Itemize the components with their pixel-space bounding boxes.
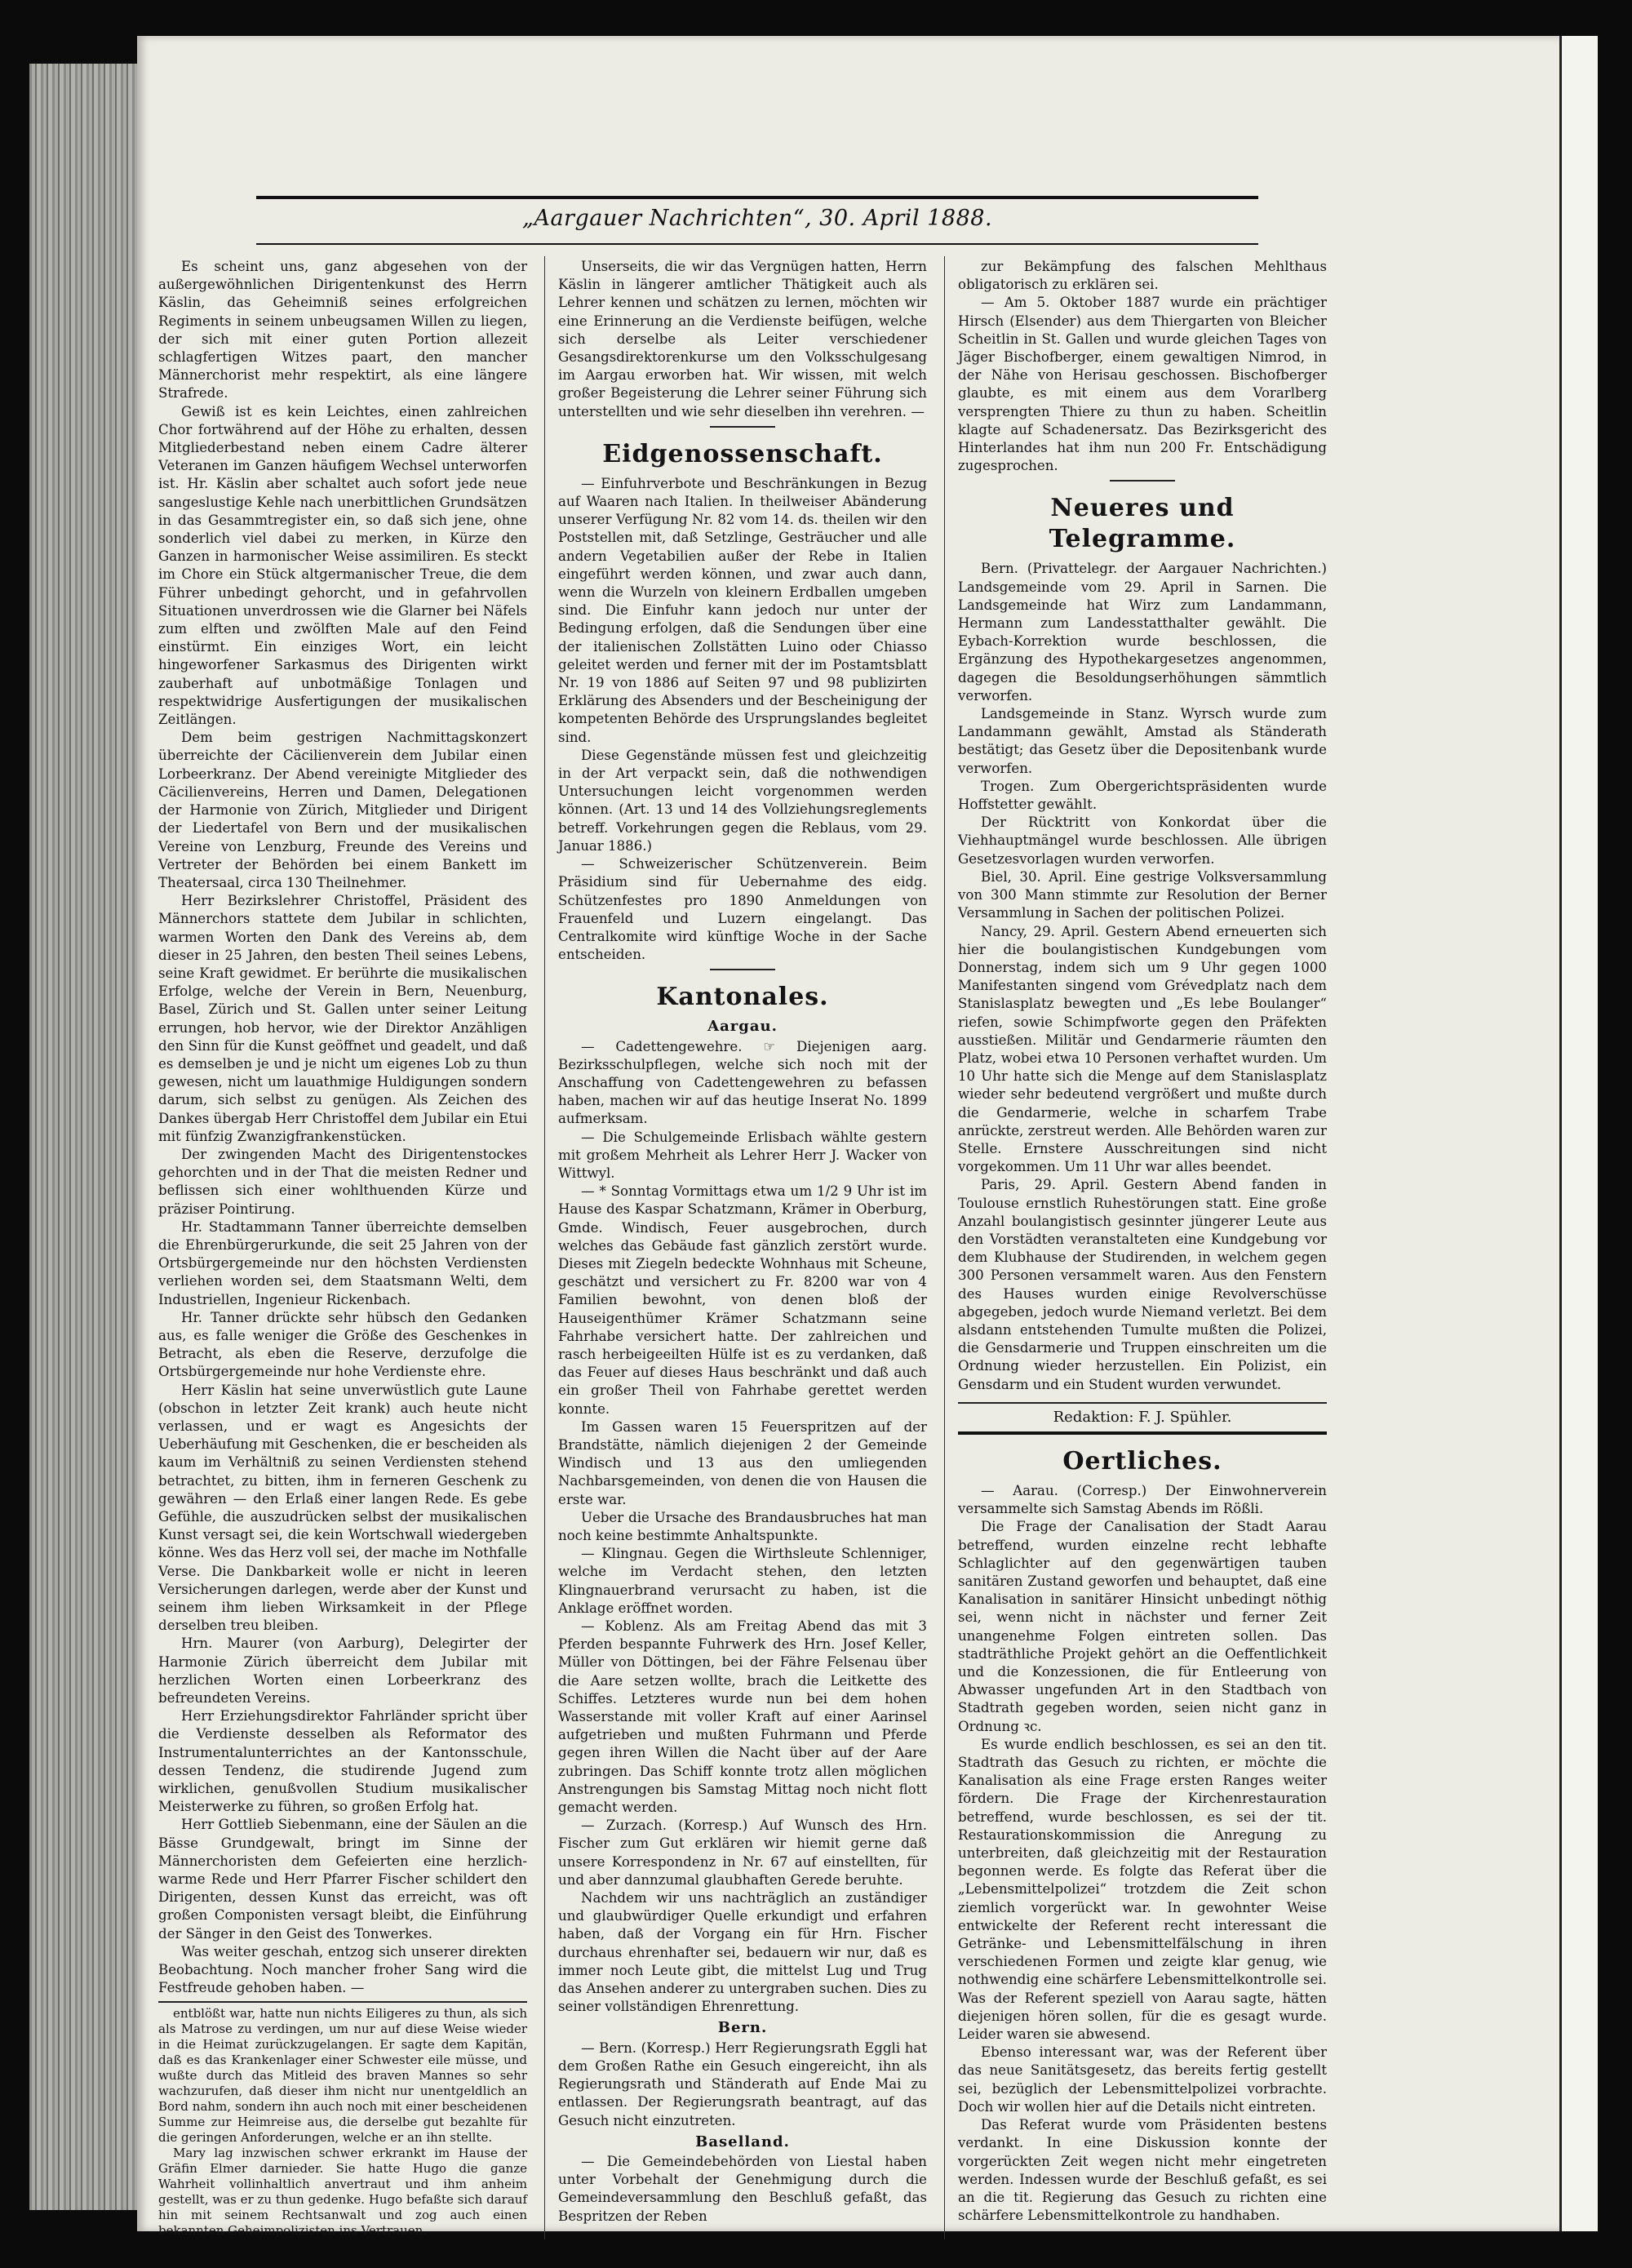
paragraph: — Koblenz. Als am Freitag Abend das mit 3 Pferden bespannte Fuhrwerk des Hrn. Josef Keller, Müller von Döttingen, bei der Fähre Felsenau über die Aare setzen wollte, brach die Leitkette des Schiffes. Letzteres wurde nun bei dem hohen Wasserstande mit voller Kraft auf einer Aarinsel aufgetrieben und mußten Fuhrmann und Pferde gegen ihren Willen die Nacht über auf der Aare zubringen. Das Schiff konnte trotz allen möglichen Anstrengungen bis Samstag Mittag noch nicht flott gemacht werden. xyxy=(558,1618,927,1816)
paragraph: Gewiß ist es kein Leichtes, einen zahlreichen Chor fortwährend auf der Höhe zu erhalten, dessen Mitgliederbestand neben einem Cadre älterer Veteranen im Ganzen häufigem Wechsel unterworfen ist. Hr. Käslin aber schaltet auch sofort jede neue sangeslustige Kehle nach unerbittlichen Grundsätzen in das Gesammtregister ein, so daß sich jene, ohne sonderlich viel dabei zu merken, in Kürze den Ganzen in harmonischer Weise assimiliren. Es steckt im Chore ein Stück altgermanischer Treue, die dem Führer unbedingt gehorcht, und in gefahrvollen Situationen unverdrossen wie die Glarner bei Näfels zum elften und zwölften Male auf den Feind einstürmt. Ein einziges Wort, ein leicht hingeworfener Sarkasmus des Dirigenten wirkt zauberhaft auf unbotmäßige Tonlagen und respektwidrige Ausfertigungen der musikalischen Zeitlängen. xyxy=(158,403,527,728)
paragraph: Dem beim gestrigen Nachmittagskonzert überreichte der Cäcilienverein dem Jubilar einen Lorbeerkranz. Der Abend vereinigte Mitglieder des Cäcilienvereins, Herren und Damen, Delegationen der Harmonie von Zürich, Mitglieder und Dirigent der Liedertafel von Bern und der musikalischen Vereine von Lenzburg, Freunde des Vereins und Vertreter der Behörden bei einem Bankett im Theatersaal, circa 130 Theilnehmer. xyxy=(158,730,527,890)
paragraph: Es wurde endlich beschlossen, es sei an den tit. Stadtrath das Gesuch zu richten, er möchte die Kanalisation als eine Frage ersten Ranges weiter fördern. Die Frage der Kirchenrestauration betreffend, wurde beschlossen, es sei der tit. Restaurationskommission die Anregung zu unterbreiten, daß gleichzeitig mit der Restauration begonnen werde. Es folgte das Referat über die „Lebensmittelpolizei“ trotzdem die Zeit schon ziemlich vorgerückt war. In gewohnter Weise entwickelte der Referent recht interessant die Getränke- und Lebensmittelfälschung in ihren verschiedenen Formen und zeigte klar genug, wie nothwendig eine schärfere Lebensmittelkontrolle sei. Was der Referent speziell von Aarau sagte, hätten diejenigen hören sollen, für die es gesagt wurde. Leider waren sie abwesend. xyxy=(958,1736,1327,2043)
paragraph: Herr Bezirkslehrer Christoffel, Präsident des Männerchors stattete dem Jubilar in schlichten, warmen Worten den Dank des Vereins ab, dem dieser in 25 Jahren, den besten Theil seines Lebens, seine Kraft gewidmet. Er berührte die musikalischen Erfolge, welche der Verein in Bern, Neuenburg, Basel, Zürich und St. Gallen unter seiner Leitung errungen, hob hervor, wie der Direktor Anzähligen den Sinn für die Kunst geöffnet und geadelt, und daß es demselben je und je nicht um eigenes Lob zu thun gewesen, nicht um lauathmige Huldigungen sondern darum, sich selbst zu genügen. Als Zeichen des Dankes übergab Herr Christoffel dem Jubilar ein Etui mit fünfzig Zwanzigfrankenstücken. xyxy=(158,893,527,1144)
paragraph: Hr. Tanner drückte sehr hübsch den Gedanken aus, es falle weniger die Größe des Geschenkes in Betracht, als eben die Reserve, derzufolge die Ortsbürgergemeinde nur hohe Verdienste ehre. xyxy=(158,1309,527,1380)
paragraph: Paris, 29. April. Gestern Abend fanden in Toulouse ernstlich Ruhestörungen statt. Eine große Anzahl boulangistisch gesinnter jüngerer Leute aus den Vorstädten veranstalteten eine Kundgebung vor dem Klubhause der Studirenden, in welchem gegen 300 Personen versammelt waren. Aus den Fenstern des Hauses wurden einige Revolverschüsse abgegeben, jedoch wurde Niemand verletzt. Bei dem alsdann entstehenden Tumulte mußten die Polizei, die Gensdarmerie und Truppen einschreiten um die Ordnung wieder herzustellen. Ein Polizist, ein Gensdarm und ein Student wurden verwundet. xyxy=(958,1177,1327,1392)
paragraph: Das Referat wurde vom Präsidenten bestens verdankt. In eine Diskussion konnte der vorgerückten Zeit wegen nicht mehr eingetreten werden. Indessen wurde der Beschluß gefaßt, es sei an die tit. Regierung das Gesuch zu richten eine schärfere Lebensmittelkontrole zu handhaben. xyxy=(958,2117,1327,2224)
paragraph: — Einfuhrverbote und Beschränkungen in Bezug auf Waaren nach Italien. In theilweiser Abänderung unserer Verfügung Nr. 82 vom 14. ds. theilen wir den Poststellen mit, daß Setzlinge, Gesträucher und alle andern Vegetabilien außer der Rebe in Italien eingeführt werden können, und zwar auch dann, wenn die Wurzeln von kleinern Erdballen umgeben sind. Die Einfuhr kann jedoch nur unter der Bedingung erfolgen, daß die Sendungen über eine der italienischen Zollstätten Luino oder Chiasso geleitet werden und ferner mit der im Postamtsblatt Nr. 19 von 1886 auf Seiten 97 und 98 publizirten Erklärung des Absenders und der Bescheinigung der kompetenten Behörde des Ursprungslandes begleitet sind. xyxy=(558,475,927,745)
paragraph: Hr. Stadtammann Tanner überreichte demselben die Ehrenbürgerurkunde, die seit 25 Jahren von der Ortsbürgergemeinde nur den höchsten Verdiensten verliehen worden sei, dem Staatsmann Welti, dem Industriellen, Ingenieur Rickenbach. xyxy=(158,1218,527,1307)
feuilleton-paragraph: Mary lag inzwischen schwer erkrankt im Hause der Gräfin Elmer darnieder. Sie hatte Hugo die ganze Wahrheit vollinhaltlich anvertraut und ihm anheim gestellt, was er zu thun gedenke. Hugo befaßte sich darauf hin mit seinem Rechtsanwalt und zog auch einen bekannten Geheimpolizisten ins Vertrauen. xyxy=(158,2145,527,2238)
paragraph: Herr Erziehungsdirektor Fahrländer spricht über die Verdienste desselben als Reformator des Instrumentalunterrichtes an der Kantonsschule, dessen Tendenz, die studirende Jugend zum wirklichen, genußvollen Studium musikalischer Meisterwerke zu führen, so großen Erfolg hat. xyxy=(158,1708,527,1815)
paragraph: — Klingnau. Gegen die Wirthsleute Schlenniger, welche im Verdacht stehen, den letzten Klingnauerbrand verursacht zu haben, ist die Anklage eröffnet worden. xyxy=(558,1546,927,1616)
paragraph: Biel, 30. April. Eine gestrige Volksversammlung von 300 Mann stimmte zur Resolution der Berner Versammlung in Sachen der politischen Polizei. xyxy=(958,868,1327,921)
header-rule-top xyxy=(256,196,1258,199)
paragraph: Bern. (Privattelegr. der Aargauer Nachrichten.) Landsgemeinde vom 29. April in Sarnen. Die Landsgemeinde hat Wirz zum Landammann, Hermann zum Landesstatthalter gewählt. Die Eybach-Korrektion wurde beschlossen, die Ergänzung des Hypothekargesetzes angenommen, dagegen die Besoldungserhöhungen sämmtlich verworfen. xyxy=(958,561,1327,703)
section-heading-neueres: Neueres und Telegramme. xyxy=(1049,494,1236,554)
paragraph: Der zwingenden Macht des Dirigentenstockes gehorchten und in der That die meisten Redner und beflissen sich einer wohlthuenden Kürze und präziser Pointirung. xyxy=(158,1146,527,1217)
feuilleton-paragraph: entblößt war, hatte nun nichts Eiligeres zu thun, als sich als Matrose zu verdingen, um nur auf diese Weise wieder in die Heimat zurückzugelangen. Er sagte dem Kapitän, daß es das Krankenlager einer Schwester eile müsse, und wußte durch das Mitleid des braven Mannes so sehr wachzurufen, daß dieser ihm nicht nur unentgeldlich an Bord nahm, sondern ihn auch noch mit einer bescheidenen Summe zur Heimreise aus, die derselbe gut bezahlte für die geringen Anforderungen, welche er an ihn stellte. xyxy=(158,2005,527,2145)
paragraph: Die Frage der Canalisation der Stadt Aarau betreffend, wurden einzelne recht lebhafte Schlaglichter auf den gegenwärtigen tauben sanitären Zustand geworfen und behauptet, daß eine Kanalisation in sanitärer Hinsicht unbedingt nöthig sei, wenn nicht in nächster und ferner Zeit unangenehme Folgen eintreten sollen. Das stadträthliche Projekt gehört an die Oeffentlichkeit und die Konzessionen, die für Entleerung von Abwasser ungefunden Art in den Stadtbach von Stadtrath gegeben worden, seien nicht ganz in Ordnung ꝛc. xyxy=(958,1519,1327,1734)
paragraph: zur Bekämpfung des falschen Mehlthaus obligatorisch zu erklären sei. xyxy=(958,259,1327,293)
bound-volume-edge xyxy=(29,64,144,2210)
subheading-baselland: Baselland. xyxy=(695,2133,790,2150)
paragraph: — Schweizerischer Schützenverein. Beim Präsidium sind für Uebernahme des eidg. Schützenfestes pro 1890 Anmeldungen von Frauenfeld und Luzern eingelangt. Das Centralkomite wird künftige Woche in der Sache entscheiden. xyxy=(558,856,927,963)
column-divider xyxy=(544,256,545,2239)
paragraph: Es scheint uns, ganz abgesehen von der außergewöhnlichen Dirigentenkunst des Herrn Käslin, das Geheimniß seines erfolgreichen Regiments in seinem unbeugsamen Willen zu liegen, der sich mit einer guten Portion allezeit schlagfertigen Witzes paart, den mancher Männerchorist mehr respektirt, als eine längere Strafrede. xyxy=(158,259,527,402)
paragraph: Herr Käslin hat seine unverwüstlich gute Laune (obschon in letzter Zeit krank) auch heute nicht verlassen, und er wagt es Angesichts der Ueberhäufung mit Geschenken, die er bescheiden als kaum im Verhältniß zu seinen Verdiensten stehend betrachtet, zu bitten, ihm in ferneren Geschenk zu gewähren — den Erlaß einer langen Rede. Es gebe Gefühle, die auszudrücken selbst der musikalischen Kunst versagt sei, die kein Wortschwall wiedergeben könne. Wes das Herz voll sei, der mache im Nothfalle Verse. Die Dankbarkeit wolle er nicht in leeren Versicherungen darlegen, werde aber der Kunst und seinem ihm lieben Wirksamkeit in der Pflege derselben treu bleiben. xyxy=(158,1382,527,1634)
feuilleton-divider xyxy=(158,2001,527,2003)
paragraph: — Bern. (Korresp.) Herr Regierungsrath Eggli hat dem Großen Rathe ein Gesuch eingereicht, ihn als Regierungsrath und Ständerath auf Ende Mai zu entlassen. Der Regierungsrath beantragt, auf das Gesuch nicht einzutreten. xyxy=(558,2039,927,2128)
feuilleton xyxy=(158,2006,527,2239)
paragraph: — Am 5. Oktober 1887 wurde ein prächtiger Hirsch (Elsender) aus dem Thiergarten von Bleicher Scheitlin in St. Gallen und wurde gleichen Tages von Jäger Bischofberger, einem gewaltigen Nimrod, in der Nähe von Herisau geschossen. Bischofberger glaubte, es mit einem aus dem Vorarlberg versprengten Thiere zu thun zu haben. Scheitlin klagte auf Schadenersatz. Das Bezirksgericht des Hinterlandes hat ihm nun 200 Fr. Entschädigung zugesprochen. xyxy=(958,295,1327,474)
paragraph: Diese Gegenstände müssen fest und gleichzeitig in der Art verpackt sein, daß die nothwendigen Untersuchungen leicht vorgenommen werden können. (Art. 13 und 14 des Vollziehungsreglements betreff. Vorkehrungen gegen die Reblaus, vom 29. Januar 1886.) xyxy=(558,747,927,854)
paragraph: — Die Schulgemeinde Erlisbach wählte gestern mit großem Mehrheit als Lehrer Herr J. Wacker von Wittwyl. xyxy=(558,1129,927,1181)
page-header: „Aargauer Nachrichten“, 30. April 1888. xyxy=(521,206,993,231)
column-3 xyxy=(958,258,1327,2225)
section-heading-kantonales: Kantonales. xyxy=(656,983,829,1012)
paragraph: Landsgemeinde in Stanz. Wyrsch wurde zum Landammann gewählt, Amstad als Ständerath bestätigt; das Gesetz über die Depositenbank wurde verworfen. xyxy=(958,706,1327,776)
paragraph: Nachdem wir uns nachträglich an zuständiger und glaubwürdiger Quelle erkundigt und erfahren haben, daß der Vorgang ein für Hrn. Fischer durchaus ehrenhafter sei, bedauern wir nur, daß es immer noch Leute gibt, die mittelst Lug und Trug das Ansehen anderer zu untergraben suchen. Dies zu seiner vollständigen Ehrenrettung. xyxy=(558,1890,927,2015)
section-divider xyxy=(710,426,775,428)
paragraph: Ueber die Ursache des Brandausbruches hat man noch keine bestimmte Anhaltspunkte. xyxy=(558,1509,927,1543)
editor-credit: Redaktion: F. J. Spühler. xyxy=(1053,1408,1232,1426)
paragraph: Herr Gottlieb Siebenmann, eine der Säulen an die Bässe Grundgewalt, bringt im Sinne der Männerchoristen dem Gefeierten eine herzlich-warme Rede und Herr Pfarrer Fischer schildert den Dirigenten, dessen Kunst das erreicht, was oft großen Componisten versagt bleibt, die Einführung der Sänger in den Geist des Tonwerkes. xyxy=(158,1817,527,1942)
column-1 xyxy=(158,258,527,2239)
paragraph: Im Gassen waren 15 Feuerspritzen auf der Brandstätte, nämlich diejenigen 2 der Gemeinde Windisch und 13 aus den umliegenden Nachbarsgemeinden, von denen die von Hausen die erste war. xyxy=(558,1418,927,1507)
paragraph: — Die Gemeindebehörden von Liestal haben unter Vorbehalt der Genehmigung durch die Gemeindeversammlung den Beschluß gefaßt, das Bespritzen der Reben xyxy=(558,2153,927,2224)
section-divider xyxy=(958,1402,1327,1404)
paragraph: Trogen. Zum Obergerichtspräsidenten wurde Hoffstetter gewählt. xyxy=(958,778,1327,813)
paragraph: — Aarau. (Corresp.) Der Einwohnerverein versammelte sich Samstag Abends im Rößli. xyxy=(958,1482,1327,1517)
column-divider xyxy=(944,256,945,2239)
section-divider xyxy=(958,1431,1327,1435)
section-divider xyxy=(710,969,775,970)
section-heading-eidgenossenschaft: Eidgenossenschaft. xyxy=(602,439,883,468)
paragraph: Nancy, 29. April. Gestern Abend erneuerten sich hier die boulangistischen Kundgebungen vom Donnerstag, indem sich um 9 Uhr gegen 1000 Manifestanten singend vom Grévedplatz nach dem Stanislasplatz bewegten und „Es lebe Boulanger“ riefen, sowie Schimpfworte gegen den Präfekten ausstießen. Militär und Gendarmerie räumten den Platz, wobei etwa 10 Personen verhaftet wurden. Um 10 Uhr hatte sich die Menge auf dem Stanislasplatz wieder sehr bedeutend vergrößert und mußte durch die Gendarmerie, welche in scharfem Trabe anrückte, zerstreut werden. Alle Behörden waren zur Stelle. Ernstere Ausschreitungen sind nicht vorgekommen. Um 11 Uhr war alles beendet. xyxy=(958,923,1327,1175)
scan-border xyxy=(1559,36,1598,2231)
column-2 xyxy=(558,258,927,2226)
paragraph: Was weiter geschah, entzog sich unserer direkten Beobachtung. Noch mancher froher Sang wird die Festfreude gehoben haben. — xyxy=(158,1943,527,1996)
paragraph: Unserseits, die wir das Vergnügen hatten, Herrn Käslin in längerer amtlicher Thätigkeit auch als Lehrer kennen und schätzen zu lernen, möchten wir eine Erinnerung an die Verdienste beifügen, welche sich derselbe als Leiter verschiedener Gesangsdirektorenkurse um den Volksschulgesang im Aargau erworben hat. Wir wissen, mit welch großer Begeisterung die Lehrer seiner Führung sich unterstellten und wie sehr dieselben ihn verehren. — xyxy=(558,259,927,419)
paragraph: — * Sonntag Vormittags etwa um 1/2 9 Uhr ist im Hause des Kaspar Schatzmann, Krämer in Oberburg, Gmde. Windisch, Feuer ausgebrochen, durch welches das Gebäude fast gänzlich zerstört wurde. Dieses mit Ziegeln bedeckte Wohnhaus mit Scheune, geschätzt und versichert zu Fr. 8200 war von 4 Familien bewohnt, von denen bloß der Hauseigenthümer Krämer Schatzmann seine Fahrhabe versichert hatte. Der zahlreichen und rasch herbeigeeilten Hülfe ist es zu verdanken, daß das Feuer auf dieses Haus beschränkt und daß auch ein großer Theil von Fahrhabe gerettet werden konnte. xyxy=(558,1183,927,1417)
newspaper-page xyxy=(137,36,1598,2238)
section-divider xyxy=(1110,480,1175,482)
section-heading-oertliches: Oertliches. xyxy=(1062,1446,1222,1476)
paragraph: — Zurzach. (Korresp.) Auf Wunsch des Hrn. Fischer zum Gut erklären wir hiemit gerne daß unsere Korrespondenz in Nr. 67 auf einstellten, für und aber dannzumal glaubhaften Gerede beruhte. xyxy=(558,1818,927,1888)
header-rule-bottom xyxy=(256,243,1258,245)
subheading-aargau: Aargau. xyxy=(707,1018,778,1036)
subheading-bern: Bern. xyxy=(717,2019,768,2037)
paragraph: — Cadettengewehre. ☞ Diejenigen aarg. Bezirksschulpflegen, welche sich noch mit der Anschaffung von Cadettengewehren zu befassen haben, machen wir auf das heutige Inserat No. 1899 aufmerksam. xyxy=(558,1038,927,1127)
paragraph: Hrn. Maurer (von Aarburg), Delegirter der Harmonie Zürich überreicht dem Jubilar mit herzlichen Worten einen Lorbeerkranz des befreundeten Vereins. xyxy=(158,1636,527,1707)
paragraph: Ebenso interessant war, was der Referent über das neue Sanitätsgesetz, das bereits fertig gestellt sei, bezüglich der Lebensmittelpolizei vorbrachte. Doch wir wollen hier auf die Details nicht eintreten. xyxy=(958,2044,1327,2115)
paragraph: Der Rücktritt von Konkordat über die Viehhauptmängel wurde beschlossen. Alle übrigen Gesetzesvorlagen wurden verworfen. xyxy=(958,814,1327,867)
